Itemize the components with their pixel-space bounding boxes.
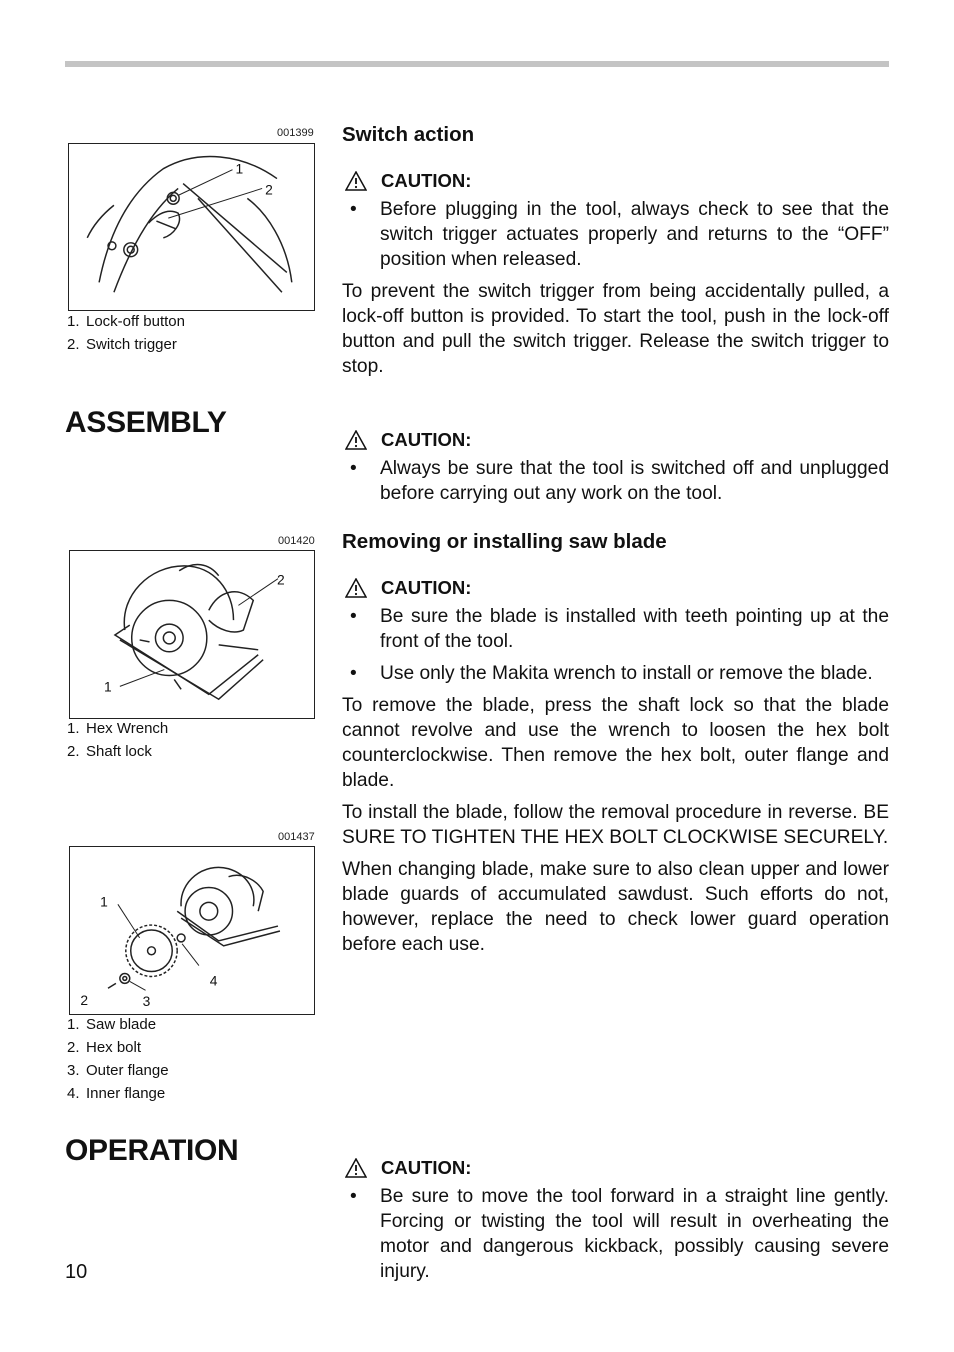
figure-shaft-lock-illustration — [69, 550, 315, 719]
warning-triangle-icon — [345, 1158, 367, 1178]
figure-blade-parts-illustration — [69, 846, 315, 1015]
paragraph: To remove the blade, press the shaft lock so that the blade cannot revolve and use the wrench to loosen the hex bolt counterclockwise. Then remove the hex bolt, outer flange and blade. — [342, 695, 889, 791]
callout-2: 2 — [276, 571, 285, 588]
warning-triangle-icon — [345, 171, 367, 191]
callout-2: 2 — [80, 992, 89, 1009]
callout-1: 1 — [235, 160, 244, 177]
blade-parts-illustration-svg — [70, 847, 314, 1014]
paragraph: When changing blade, make sure to also clean upper and lower blade guards of accumulated sawdust. Such efforts do not, however, replace the need to check lower guard operation before each use. — [342, 859, 889, 955]
switch-illustration-svg — [69, 144, 314, 310]
figure-id: 001420 — [278, 535, 315, 547]
legend-item: 2. Shaft lock — [67, 743, 152, 760]
caution-label: CAUTION: — [342, 427, 889, 452]
section-title-operation: OPERATION — [65, 1134, 239, 1167]
legend-item: 1. Saw blade — [67, 1016, 157, 1033]
legend-item: 2. Hex bolt — [67, 1039, 142, 1056]
figure-legend — [67, 717, 168, 763]
heading-saw-blade: Removing or installing saw blade — [342, 530, 667, 553]
shaft-lock-illustration-svg — [70, 551, 314, 718]
callout-1: 1 — [100, 893, 108, 910]
warning-triangle-icon — [345, 430, 367, 450]
caution-label: CAUTION: — [342, 168, 889, 193]
caution-label: CAUTION: — [342, 575, 889, 600]
paragraph: To install the blade, follow the removal procedure in reverse. BE SURE TO TIGHTEN THE HEX BOLT CLOCKWISE SECURELY. — [342, 802, 889, 848]
paragraph: To prevent the switch trigger from being accidentally pulled, a lock-off button is provided. To start the tool, push in the lock-off button and pull the switch trigger. Release the switch trigger to stop. — [342, 281, 889, 377]
saw-blade-block — [342, 529, 889, 957]
warning-triangle-icon — [345, 578, 367, 598]
legend-item: 1. Lock-off button — [67, 313, 185, 330]
bullet-item: • Be sure to move the tool forward in a straight line gently. Forcing or twisting the tool will result in overheating the motor and dangerous kickback, possibly causing severe injury. — [350, 1186, 889, 1282]
legend-item: 3. Outer flange — [67, 1062, 169, 1079]
bullet-item: • Use only the Makita wrench to install or remove the blade. — [350, 663, 873, 684]
heading-switch-action: Switch action — [342, 123, 475, 146]
figure-switch-illustration — [68, 143, 315, 311]
bullet-item: • Be sure the blade is installed with teeth pointing up at the front of the tool. — [350, 606, 889, 652]
legend-item: 2. Switch trigger — [67, 336, 177, 353]
callout-2: 2 — [265, 181, 273, 198]
legend-item: 4. Inner flange — [67, 1085, 166, 1102]
caution-label: CAUTION: — [342, 1155, 889, 1180]
bullet-item: • Always be sure that the tool is switched off and unplugged before carrying out any work on the tool. — [350, 458, 889, 504]
callout-3: 3 — [142, 993, 151, 1010]
assembly-caution-block — [342, 427, 889, 506]
legend-item: 1. Hex Wrench — [67, 720, 169, 737]
operation-caution-block — [342, 1155, 889, 1284]
callout-1: 1 — [104, 678, 112, 695]
section-title-assembly: ASSEMBLY — [65, 406, 227, 439]
figure-legend — [67, 310, 185, 356]
figure-id: 001399 — [277, 127, 314, 139]
callout-4: 4 — [209, 972, 218, 989]
page-number: 10 — [65, 1261, 88, 1283]
bullet-item: • Before plugging in the tool, always check to see that the switch trigger actuates properly and returns to the “OFF” position when released. — [350, 199, 889, 270]
figure-id: 001437 — [278, 831, 315, 843]
switch-action-block — [342, 122, 889, 379]
figure-legend — [67, 1013, 169, 1105]
header-rule — [65, 61, 889, 67]
